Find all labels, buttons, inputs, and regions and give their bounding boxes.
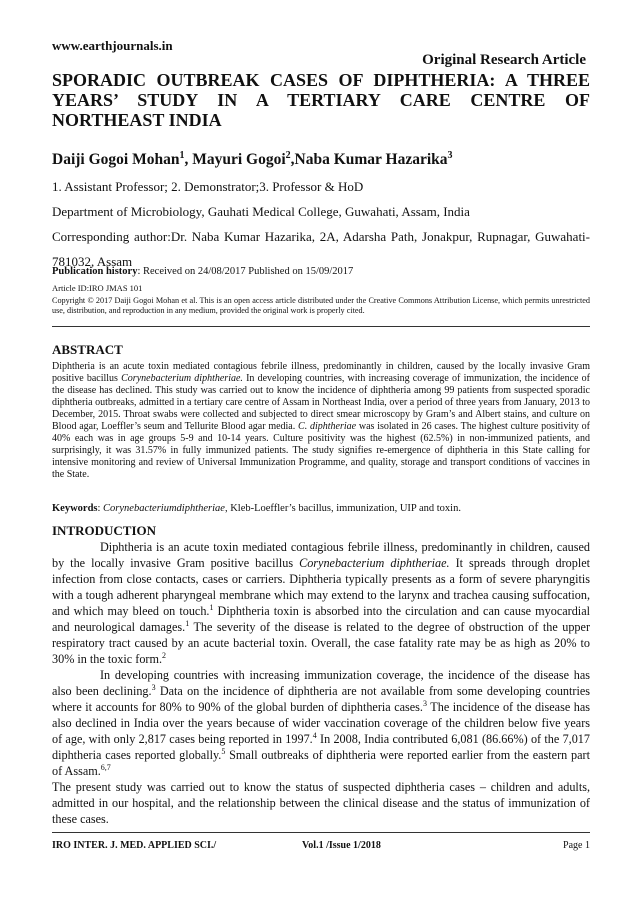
article-type: Original Research Article	[422, 52, 586, 68]
citation: 6,7	[100, 762, 111, 772]
introduction-heading: INTRODUCTION	[52, 523, 157, 538]
author-separator: ,	[184, 151, 193, 168]
author-affiliation-mark: 3	[447, 149, 453, 161]
corresponding-author-continued: 781032, Assam	[52, 254, 133, 269]
section-divider	[52, 326, 590, 327]
abstract-part: Diphtheria is an acute toxin mediated contagious febrile illness, predominantly in children, caused by the locally invasive Gram positive bacillus	[52, 361, 590, 384]
abstract-part: was isolated in 26 cases. The highest culture positivity of 40% each was in age groups 5-9 and 10-14 years. Culture positivity was the highest (62.5%) in non-immunized patients, and surprisingly, it was 31.57% in fully immunized patients. The study signifies re-emergence of diphtheria in this State calling for intensive monitoring and review of Universal Immunization Programme, and quality, storage and transport conditions of vaccines in the State.	[52, 421, 590, 480]
text-run: Diphtheria toxin is absorbed into the circulation and can cause myocardial and neurological damages.	[52, 604, 590, 634]
author-affiliation-mark: 1	[179, 149, 185, 161]
citation: 3	[422, 698, 427, 708]
text-run: In 2008, India contributed 6,081 (86.66%) of the 7,017 diphtheria cases reported globally.	[52, 732, 590, 762]
text-run: In developing countries with increasing immunization coverage, the incidence of the disease has also been declining.	[52, 668, 590, 698]
text-run: The severity of the disease is related to the degree of obstruction of the upper respiratory tract caused by an acute bacterial toxin. Overall, the case fatality rate may be as high as 20% to 30% in the toxic form.	[52, 620, 590, 666]
text-run: It spreads through droplet infection from close contacts, cases or carriers. Diphtheria typically presents as a form of severe pharyngitis with a tough adherent pharyngeal membrane which may extend to the larynx and trachea causing suffocation, and which may bleed on touch.	[52, 556, 590, 618]
footer-divider	[52, 832, 590, 833]
keywords-rest: , Kleb-Loeffler’s bacillus, immunization, UIP and toxin.	[224, 503, 461, 514]
keywords-separator: :	[97, 503, 104, 514]
abstract-italic: C. diphtheriae	[298, 421, 357, 432]
text-run: The incidence of the disease has also declined in India over the years because of wider vaccination coverage of the children below five years of age, with only 2,817 cases being reported in 1997.	[52, 700, 590, 746]
corresponding-author: Corresponding author:Dr. Naba Kumar Hazarika, 2A, Adarsha Path, Jonakpur, Rupnagar, Guwahati-	[52, 229, 590, 244]
publication-history-label: Publication history	[52, 266, 138, 277]
copyright-notice: Copyright © 2017 Daiji Gogoi Mohan et al. This is an open access article distributed under the Creative Commons Attribution License, which permits unrestricted use, distribution, and reproduction in any medium, provided the original work is properly cited.	[52, 296, 590, 315]
citation: 4	[312, 730, 317, 740]
author-affiliation-mark: 2	[285, 149, 291, 161]
author-name: Daiji Gogoi Mohan	[52, 151, 180, 168]
abstract-part: In developing countries, with increasing coverage of immunization, the incidence of the disease has declined. This study was carried out to know the incidence of diphtheria among 99 patients from suspected sporadic diphtheria outbreaks, admitted in a tertiary care centre of Assam in Northeast India, over a period of three years from January, 2013 to December, 2015. Throat swabs were collected and subjected to direct smear microscopy by Gram’s and Albert stains, and culture on Blood agar, Loeffler’s seum and Tellurite Blood agar media.	[52, 373, 591, 432]
citation: 1	[209, 602, 214, 612]
intro-paragraph	[52, 539, 590, 667]
citation: 3	[151, 682, 156, 692]
author-separator: ,	[290, 151, 295, 168]
keywords-label: Keywords	[52, 503, 98, 514]
text-run: Diphtheria is an acute toxin mediated contagious febrile illness, predominantly in children, caused by the locally invasive Gram positive bacillus	[52, 540, 590, 570]
author-list	[52, 151, 453, 169]
author-affiliations: 1. Assistant Professor; 2. Demonstrator;3. Professor & HoD	[52, 179, 364, 194]
citation: 5	[221, 746, 226, 756]
page-number: Page 1	[563, 840, 590, 851]
intro-paragraph: The present study was carried out to know the status of suspected diphtheria cases – children and adults, admitted in our hospital, and the relationship between the clinical disease and the status of immunization of these cases.	[52, 780, 590, 826]
article-id: Article ID:IRO JMAS 101	[52, 283, 143, 293]
introduction-body	[52, 539, 590, 827]
text-italic: Corynebacterium diphtheriae.	[299, 556, 450, 570]
author-name: Mayuri Gogoi	[192, 151, 286, 168]
page-footer	[52, 840, 590, 851]
keywords	[52, 503, 590, 514]
publication-history	[52, 266, 353, 277]
department: Department of Microbiology, Gauhati Medical College, Guwahati, Assam, India	[52, 204, 470, 219]
journal-website[interactable]: www.earthjournals.in	[52, 38, 173, 53]
abstract-heading: ABSTRACT	[52, 342, 123, 357]
abstract-text	[52, 361, 590, 481]
keyword-italic: Corynebacteriumdiphtheriae	[103, 503, 225, 514]
intro-paragraph	[52, 667, 590, 779]
text-run: Data on the incidence of diphtheria are not available from some developing countries where it accounts for 80% to 90% of the global burden of diphtheria cases.	[52, 684, 590, 714]
footer-volume: Vol.1 /Issue 1/2018	[302, 840, 381, 851]
author-name: Naba Kumar Hazarika	[294, 151, 448, 168]
citation: 1	[185, 618, 190, 628]
citation: 2	[162, 650, 167, 660]
text-run: Small outbreaks of diphtheria were reported earlier from the eastern part of Assam.	[52, 748, 590, 778]
abstract-italic: Corynebacterium diphtheriae.	[121, 373, 243, 384]
footer-journal: IRO INTER. J. MED. APPLIED SCI./	[52, 840, 217, 851]
paper-title: SPORADIC OUTBREAK CASES OF DIPHTHERIA: A THREE YEARS’ STUDY IN A TERTIARY CARE CENTRE OF NORTHEAST INDIA	[52, 70, 590, 130]
publication-history-dates: : Received on 24/08/2017 Published on 15/09/2017	[137, 266, 354, 277]
